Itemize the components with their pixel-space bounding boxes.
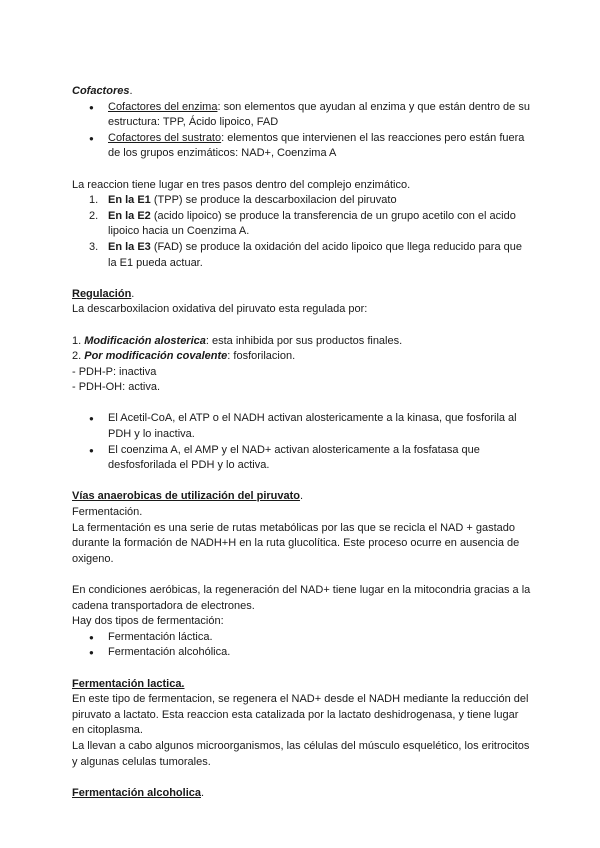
lactica-p2: La llevan a cabo algunos microorganismos, las células del músculo esquelético, los eritrocitos y algunas celulas tumorales. <box>72 739 530 768</box>
modificacion-alosterica: 1. Modificación alosterica: esta inhibida por sus productos finales. <box>72 334 403 347</box>
pdh-oh: - PDH-OH: activa. <box>72 381 161 394</box>
list-item: 1. En la E1 (TPP) se produce la descarboxilacion del piruvato <box>89 194 397 207</box>
list-item: ● Cofactores del enzima: son elementos que ayudan al enzima y que están dentro de su estructura: TPP, Ácido lipoico, FAD <box>72 100 532 131</box>
document-page <box>72 84 532 801</box>
list-item: ● Fermentación láctica. <box>72 630 532 646</box>
vias-sub: Fermentación. <box>72 506 143 519</box>
vias-p3: Hay dos tipos de fermentación: <box>72 615 224 628</box>
alcoholica-heading: Fermentación alcoholica <box>72 786 201 799</box>
cofactores-list <box>72 100 532 162</box>
cofactores-heading: Cofactores <box>72 85 130 97</box>
lactica-heading-line <box>72 677 532 693</box>
list-item: ● Fermentación alcohólica. <box>72 645 532 661</box>
list-item: ● El Acetil-CoA, el ATP o el NADH activan alostericamente a la kinasa, que fosforila al PDH y lo inactiva. <box>72 411 532 442</box>
regulacion-bullets <box>72 411 532 473</box>
alcoholica-heading-line: Fermentación alcoholica. <box>72 786 205 799</box>
lactica-heading: Fermentación lactica. <box>72 677 185 690</box>
regulacion-heading-line: Regulación. <box>72 287 135 300</box>
vias-p2: En condiciones aeróbicas, la regeneración del NAD+ tiene lugar en la mitocondria gracias a la cadena transportadora de electrones. <box>72 584 531 612</box>
list-item: ● El coenzima A, el AMP y el NAD+ activan alostericamente a la fosfatasa que desfosforilada el PDH y lo activa. <box>72 443 532 474</box>
vias-p1: La fermentación es una serie de rutas metabólicas por las que se recicla el NAD + gastado durante la formación de NADH+H en la ruta glucolítica. Este proceso ocurre en ausencia de oxigeno. <box>72 521 520 565</box>
cofactores-heading-line: Cofactores. <box>72 85 133 97</box>
reaccion-intro: La reaccion tiene lugar en tres pasos dentro del complejo enzimático. <box>72 178 411 191</box>
list-item: ● Cofactores del sustrato: elementos que intervienen el las reacciones pero están fuera de los grupos enzimáticos: NAD+, Coenzima A <box>72 131 532 162</box>
fermentacion-tipos <box>72 630 532 661</box>
regulacion-heading: Regulación <box>72 287 132 300</box>
reaccion-steps <box>72 193 532 271</box>
list-item: 2. En la E2 (acido lipoico) se produce la transferencia de un grupo acetilo con el acido lipoico hacia un Coenzima A. <box>89 209 516 238</box>
vias-heading-line: Vías anaerobicas de utilización del piruvato. <box>72 490 304 503</box>
vias-heading: Vías anaerobicas de utilización del piruvato <box>72 490 301 503</box>
regulacion-intro: La descarboxilacion oxidativa del piruvato esta regulada por: <box>72 303 368 316</box>
list-item: 3. En la E3 (FAD) se produce la oxidación del acido lipoico que llega reducido para que la E1 pueda actuar. <box>89 240 522 269</box>
lactica-p1: En este tipo de fermentacion, se regenera el NAD+ desde el NADH mediante la reducción del piruvato a lactato. Esta reaccion esta catalizada por la lactato deshidrogenasa, y tiene lugar en citoplasma. <box>72 693 529 737</box>
pdh-p: - PDH-P: inactiva <box>72 365 157 378</box>
modificacion-covalente: 2. Por modificación covalente: fosforilacion. <box>72 350 296 363</box>
